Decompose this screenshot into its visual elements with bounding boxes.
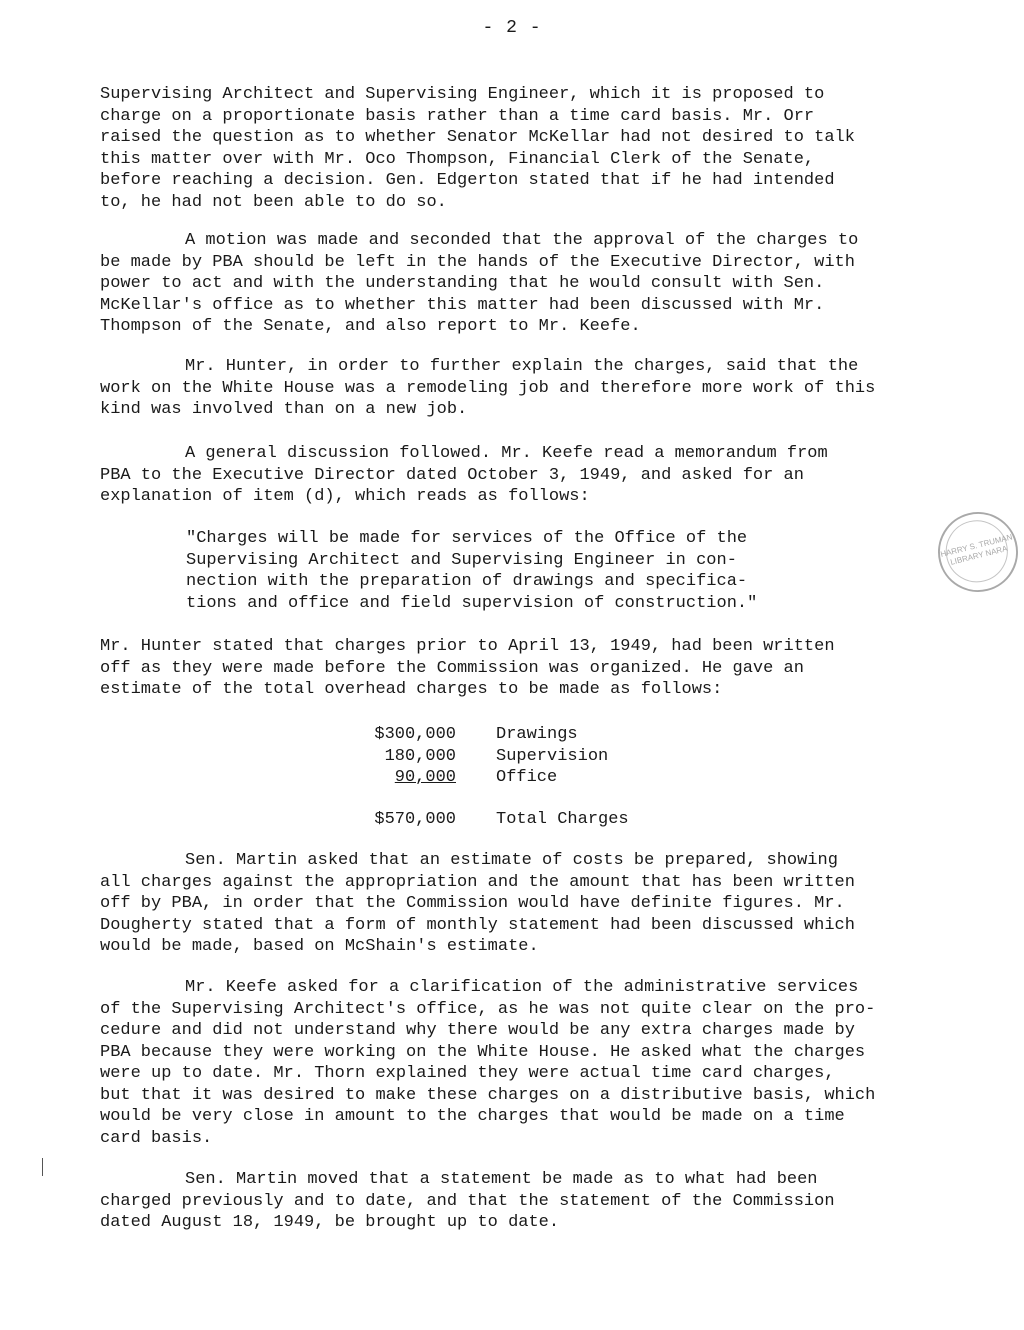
- text-line: nection with the preparation of drawings and specifica-: [186, 572, 748, 591]
- text-line: charge on a proportionate basis rather than a time card basis. Mr. Orr: [100, 106, 815, 126]
- cost-label: Drawings: [496, 725, 578, 744]
- paragraph-8: [100, 1169, 900, 1234]
- cost-amount: [364, 767, 456, 789]
- cost-row: [364, 724, 629, 746]
- text-line: Mr. Hunter, in order to further explain the charges, said that the: [185, 357, 859, 376]
- text-line: A motion was made and seconded that the approval of the charges to: [185, 231, 859, 250]
- library-stamp-icon: [930, 504, 1024, 601]
- text-line: kind was involved than on a new job.: [100, 400, 468, 419]
- text-line: were up to date. Mr. Thorn explained they were actual time card charges,: [100, 1064, 835, 1083]
- text-line: be made by PBA should be left in the hands of the Executive Director, with: [100, 252, 855, 272]
- text-line: to, he had not been able to do so.: [100, 192, 447, 212]
- cost-row: [364, 767, 629, 789]
- margin-mark: [42, 1158, 43, 1176]
- text-line: would be very close in amount to the charges that would be made on a time: [100, 1107, 845, 1126]
- text-line: tions and office and field supervision of construction.": [186, 593, 758, 613]
- text-line: before reaching a decision. Gen. Edgerton stated that if he had intended: [100, 171, 835, 190]
- text-line: work on the White House was a remodeling job and therefore more work of this: [100, 378, 876, 398]
- text-line: "Charges will be made for services of the Office of the: [186, 529, 748, 548]
- text-line: would be made, based on McShain's estimate.: [100, 937, 539, 956]
- paragraph-5: [100, 636, 900, 701]
- paragraph-1: [100, 84, 900, 213]
- cost-amount: 180,000: [384, 746, 456, 766]
- text-line: estimate of the total overhead charges to be made as follows:: [100, 680, 723, 699]
- paragraph-4: [100, 443, 900, 508]
- paragraph-7: [100, 977, 900, 1149]
- text-line: Sen. Martin moved that a statement be made as to what had been: [185, 1170, 818, 1189]
- stamp-text: HARRY S. TRUMAN LIBRARY NARA: [939, 532, 1014, 567]
- text-line: dated August 18, 1949, be brought up to date.: [100, 1213, 560, 1232]
- cost-amount: $300,000: [374, 725, 456, 744]
- cost-total-row: [364, 809, 629, 831]
- text-line: card basis.: [100, 1128, 213, 1148]
- block-quote: [186, 528, 826, 614]
- text-line: but that it was desired to make these charges on a distributive basis, which: [100, 1085, 876, 1105]
- text-line: Mr. Keefe asked for a clarification of the administrative services: [185, 978, 859, 997]
- text-line: this matter over with Mr. Oco Thompson, Financial Clerk of the Senate,: [100, 149, 815, 169]
- text-line: of the Supervising Architect's office, as he was not quite clear on the pro-: [100, 999, 876, 1019]
- paragraph-2: [100, 230, 900, 338]
- cost-label: Office: [496, 768, 558, 787]
- text-line: Supervising Architect and Supervising Engineer in con-: [186, 550, 737, 570]
- text-line: charged previously and to date, and that the statement of the Commission: [100, 1191, 835, 1211]
- cost-total-amount: $570,000: [374, 809, 456, 829]
- text-line: PBA because they were working on the White House. He asked what the charges: [100, 1042, 866, 1062]
- text-line: cedure and did not understand why there would be any extra charges made by: [100, 1021, 855, 1040]
- cost-amount-value: 90,000: [394, 768, 456, 787]
- text-line: power to act and with the understanding that he would consult with Sen.: [100, 274, 825, 293]
- text-line: Mr. Hunter stated that charges prior to April 13, 1949, had been written: [100, 637, 835, 656]
- cost-total-label: Total Charges: [496, 809, 629, 829]
- text-line: raised the question as to whether Senator McKellar had not desired to talk: [100, 128, 855, 147]
- text-line: Thompson of the Senate, and also report to Mr. Keefe.: [100, 317, 641, 336]
- text-line: all charges against the appropriation and the amount that has been written: [100, 872, 855, 892]
- text-line: explanation of item (d), which reads as follows:: [100, 487, 590, 506]
- page-number: - 2 -: [482, 18, 542, 38]
- paragraph-6: [100, 850, 900, 958]
- text-line: PBA to the Executive Director dated October 3, 1949, and asked for an: [100, 465, 804, 485]
- cost-estimate-table: [364, 724, 629, 830]
- text-line: off by PBA, in order that the Commission would have definite figures. Mr.: [100, 894, 845, 913]
- text-line: Sen. Martin asked that an estimate of costs be prepared, showing: [185, 851, 838, 870]
- text-line: A general discussion followed. Mr. Keefe read a memorandum from: [185, 444, 828, 463]
- paragraph-3: [100, 356, 900, 421]
- text-line: McKellar's office as to whether this matter had been discussed with Mr.: [100, 295, 825, 315]
- text-line: off as they were made before the Commission was organized. He gave an: [100, 658, 804, 678]
- cost-row: [364, 746, 629, 768]
- cost-label: Supervision: [496, 746, 609, 766]
- text-line: Supervising Architect and Supervising Engineer, which it is proposed to: [100, 85, 825, 104]
- text-line: Dougherty stated that a form of monthly statement had been discussed which: [100, 915, 855, 935]
